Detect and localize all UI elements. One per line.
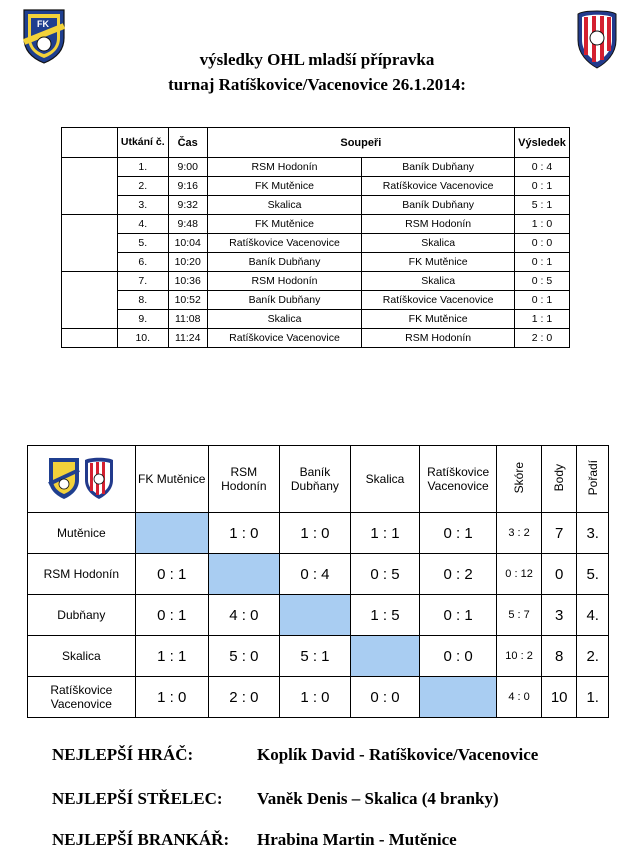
results-home-team: RSM Hodonín <box>207 272 362 291</box>
standings-result-cell: 1 : 1 <box>135 636 208 677</box>
results-row <box>62 196 570 215</box>
results-row <box>62 234 570 253</box>
standings-diagonal-cell <box>208 554 279 595</box>
results-home-team: Skalica <box>207 196 362 215</box>
results-away-team: RSM Hodonín <box>362 329 515 348</box>
results-header-result: Výsledek <box>514 128 569 158</box>
results-score: 0 : 0 <box>514 234 569 253</box>
results-match-no: 7. <box>117 272 168 291</box>
results-group-cell <box>62 329 118 348</box>
results-away-team: Ratíškovice Vacenovice <box>362 291 515 310</box>
standings-table <box>27 445 609 718</box>
results-home-team: Ratíškovice Vacenovice <box>207 234 362 253</box>
results-score: 0 : 5 <box>514 272 569 291</box>
award-best-goalkeeper-label: NEJLEPŠÍ BRANKÁŘ: <box>52 830 230 849</box>
standings-result-cell: 0 : 1 <box>420 513 497 554</box>
results-header-opponents: Soupeři <box>207 128 514 158</box>
standings-team-name: Skalica <box>28 636 136 677</box>
standings-points: 10 <box>541 677 577 718</box>
results-away-team: Skalica <box>362 272 515 291</box>
results-match-no: 6. <box>117 253 168 272</box>
standings-result-cell: 0 : 5 <box>350 554 419 595</box>
standings-col-rank <box>577 446 609 513</box>
standings-row <box>28 595 609 636</box>
results-group-cell <box>62 215 118 272</box>
standings-team-name: Ratíškovice Vacenovice <box>28 677 136 718</box>
results-row <box>62 329 570 348</box>
results-away-team: RSM Hodonín <box>362 215 515 234</box>
standings-points: 8 <box>541 636 577 677</box>
standings-result-cell: 4 : 0 <box>208 595 279 636</box>
results-row <box>62 158 570 177</box>
standings-diagonal-cell <box>135 513 208 554</box>
standings-result-cell: 0 : 0 <box>350 677 419 718</box>
standings-result-cell: 1 : 0 <box>135 677 208 718</box>
results-group-cell <box>62 272 118 329</box>
award-best-scorer <box>52 789 499 809</box>
standings-row <box>28 636 609 677</box>
results-match-no: 3. <box>117 196 168 215</box>
results-home-team: FK Mutěnice <box>207 215 362 234</box>
award-best-scorer-label: NEJLEPŠÍ STŘELEC: <box>52 789 223 808</box>
page-title-line1: výsledky OHL mladší přípravka <box>199 50 435 69</box>
standings-col-header: Ratíškovice Vacenovice <box>420 446 497 513</box>
standings-diagonal-cell <box>350 636 419 677</box>
award-best-player-value: Koplík David - Ratíškovice/Vacenovice <box>257 745 539 764</box>
results-time: 11:08 <box>168 310 207 329</box>
award-best-goalkeeper-value: Hrabina Martin - Mutěnice <box>257 830 457 849</box>
standings-score: 10 : 2 <box>497 636 542 677</box>
standings-rank: 3. <box>577 513 609 554</box>
results-score: 1 : 0 <box>514 215 569 234</box>
results-time: 9:00 <box>168 158 207 177</box>
standings-result-cell: 0 : 4 <box>279 554 350 595</box>
standings-rank: 2. <box>577 636 609 677</box>
results-match-no: 10. <box>117 329 168 348</box>
award-best-scorer-value: Vaněk Denis – Skalica (4 branky) <box>257 789 499 808</box>
standings-score: 0 : 12 <box>497 554 542 595</box>
award-best-player-label: NEJLEPŠÍ HRÁČ: <box>52 745 194 764</box>
award-best-goalkeeper <box>52 830 457 850</box>
results-time: 10:20 <box>168 253 207 272</box>
results-match-no: 5. <box>117 234 168 253</box>
results-match-no: 1. <box>117 158 168 177</box>
standings-col-score <box>497 446 542 513</box>
results-row <box>62 253 570 272</box>
results-home-team: Ratíškovice Vacenovice <box>207 329 362 348</box>
standings-result-cell: 0 : 1 <box>420 595 497 636</box>
results-home-team: Baník Dubňany <box>207 253 362 272</box>
results-time: 10:52 <box>168 291 207 310</box>
results-row <box>62 272 570 291</box>
standings-team-name: Dubňany <box>28 595 136 636</box>
results-time: 11:24 <box>168 329 207 348</box>
results-home-team: RSM Hodonín <box>207 158 362 177</box>
results-time: 9:16 <box>168 177 207 196</box>
standings-col-header: Skalica <box>350 446 419 513</box>
standings-col-header: RSM Hodonín <box>208 446 279 513</box>
results-score: 0 : 1 <box>514 291 569 310</box>
results-table <box>61 127 570 348</box>
standings-result-cell: 2 : 0 <box>208 677 279 718</box>
results-score: 2 : 0 <box>514 329 569 348</box>
standings-result-cell: 1 : 0 <box>208 513 279 554</box>
standings-rank: 4. <box>577 595 609 636</box>
results-away-team: FK Mutěnice <box>362 310 515 329</box>
results-home-team: Baník Dubňany <box>207 291 362 310</box>
results-match-no: 8. <box>117 291 168 310</box>
results-match-no: 4. <box>117 215 168 234</box>
award-best-player <box>52 745 538 765</box>
standings-score: 3 : 2 <box>497 513 542 554</box>
standings-col-score-label: Skóre <box>512 461 527 494</box>
standings-body <box>28 513 609 718</box>
standings-row <box>28 677 609 718</box>
results-away-team: Baník Dubňany <box>362 158 515 177</box>
results-header-time: Čas <box>168 128 207 158</box>
standings-result-cell: 1 : 1 <box>350 513 419 554</box>
results-away-team: Ratíškovice Vacenovice <box>362 177 515 196</box>
standings-team-name: RSM Hodonín <box>28 554 136 595</box>
standings-diagonal-cell <box>279 595 350 636</box>
standings-score: 5 : 7 <box>497 595 542 636</box>
results-row <box>62 291 570 310</box>
results-score: 0 : 4 <box>514 158 569 177</box>
standings-col-points <box>541 446 577 513</box>
standings-row <box>28 513 609 554</box>
results-match-no: 2. <box>117 177 168 196</box>
results-header-blank <box>62 128 118 158</box>
standings-rank: 5. <box>577 554 609 595</box>
results-score: 1 : 1 <box>514 310 569 329</box>
standings-diagonal-cell <box>420 677 497 718</box>
standings-result-cell: 1 : 0 <box>279 677 350 718</box>
results-score: 0 : 1 <box>514 253 569 272</box>
standings-result-cell: 5 : 1 <box>279 636 350 677</box>
standings-score: 4 : 0 <box>497 677 542 718</box>
standings-points: 3 <box>541 595 577 636</box>
svg-text:FK: FK <box>37 19 49 29</box>
page-title-line2: turnaj Ratíškovice/Vacenovice 26.1.2014: <box>168 75 466 94</box>
results-time: 10:04 <box>168 234 207 253</box>
results-home-team: FK Mutěnice <box>207 177 362 196</box>
results-row <box>62 310 570 329</box>
standings-col-points-label: Body <box>552 463 567 492</box>
results-body <box>62 158 570 348</box>
standings-col-rank-label: Pořadí <box>585 459 600 496</box>
standings-logos-cell <box>28 446 136 513</box>
results-time: 9:32 <box>168 196 207 215</box>
standings-col-header: Baník Dubňany <box>279 446 350 513</box>
results-away-team: FK Mutěnice <box>362 253 515 272</box>
standings-points: 0 <box>541 554 577 595</box>
standings-result-cell: 0 : 2 <box>420 554 497 595</box>
standings-result-cell: 0 : 0 <box>420 636 497 677</box>
standings-col-header: FK Mutěnice <box>135 446 208 513</box>
standings-result-cell: 0 : 1 <box>135 595 208 636</box>
standings-result-cell: 5 : 0 <box>208 636 279 677</box>
results-row <box>62 215 570 234</box>
results-match-no: 9. <box>117 310 168 329</box>
results-score: 0 : 1 <box>514 177 569 196</box>
results-away-team: Baník Dubňany <box>362 196 515 215</box>
results-header-match: Utkání č. <box>117 128 168 158</box>
results-score: 5 : 1 <box>514 196 569 215</box>
standings-result-cell: 1 : 0 <box>279 513 350 554</box>
standings-row <box>28 554 609 595</box>
results-home-team: Skalica <box>207 310 362 329</box>
results-time: 10:36 <box>168 272 207 291</box>
standings-result-cell: 0 : 1 <box>135 554 208 595</box>
results-away-team: Skalica <box>362 234 515 253</box>
results-group-cell <box>62 158 118 215</box>
standings-team-name: Mutěnice <box>28 513 136 554</box>
standings-rank: 1. <box>577 677 609 718</box>
results-time: 9:48 <box>168 215 207 234</box>
standings-points: 7 <box>541 513 577 554</box>
team-logos-icon <box>43 456 119 500</box>
standings-result-cell: 1 : 5 <box>350 595 419 636</box>
results-row <box>62 177 570 196</box>
